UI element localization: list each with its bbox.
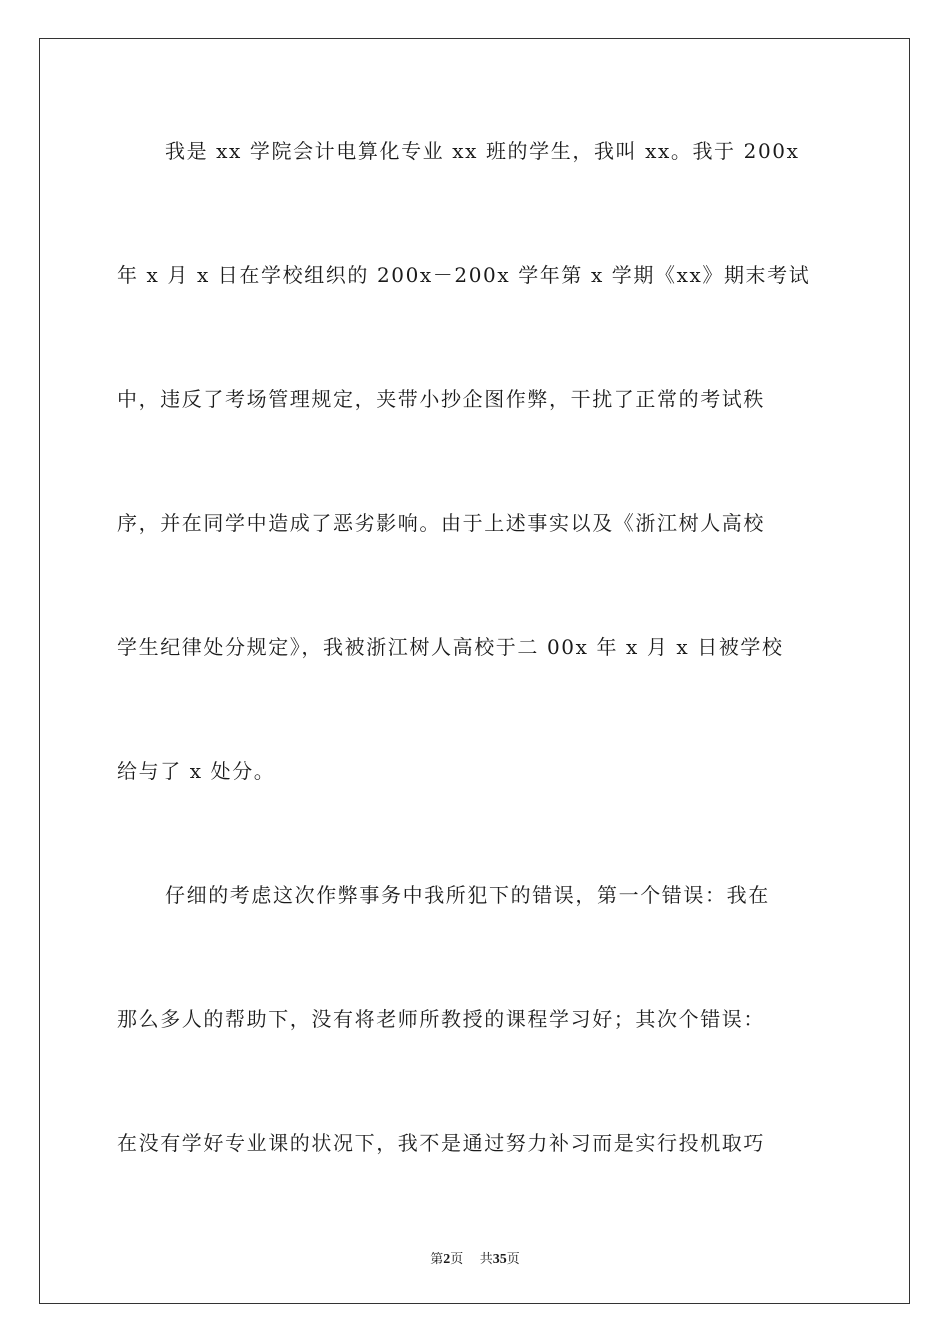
total-label-suffix: 页 (506, 1252, 520, 1267)
paragraph-line: 仔细的考虑这次作弊事务中我所犯下的错误，第一个错误：我在 (165, 883, 770, 907)
paragraph-line: 年 x 月 x 日在学校组织的 200x－200x 学年第 x 学期《xx》期末考试 (117, 263, 811, 287)
page-footer (0, 1248, 950, 1268)
paragraph-line: 中，违反了考场管理规定，夹带小抄企图作弊，干扰了正常的考试秩 (117, 387, 765, 411)
total-pages: 35 (492, 1252, 507, 1267)
page-label-prefix: 第 (430, 1252, 444, 1267)
paragraph-line: 在没有学好专业课的状况下，我不是通过努力补习而是实行投机取巧 (117, 1131, 765, 1155)
paragraph-line: 给与了 x 处分。 (117, 759, 276, 783)
paragraph-line: 那么多人的帮助下，没有将老师所教授的课程学习好；其次个错误： (117, 1007, 765, 1031)
page-number: 2 (443, 1252, 451, 1267)
paragraph-line: 序，并在同学中造成了恶劣影响。由于上述事实以及《浙江树人高校 (117, 511, 765, 535)
page-label-suffix: 页 (450, 1252, 464, 1267)
paragraph-line: 学生纪律处分规定》，我被浙江树人高校于二 00x 年 x 月 x 日被学校 (117, 635, 784, 659)
paragraph-line: 我是 xx 学院会计电算化专业 xx 班的学生，我叫 xx。我于 200x (165, 139, 800, 163)
page-frame (39, 38, 910, 1304)
total-label-prefix: 共 (479, 1252, 493, 1267)
